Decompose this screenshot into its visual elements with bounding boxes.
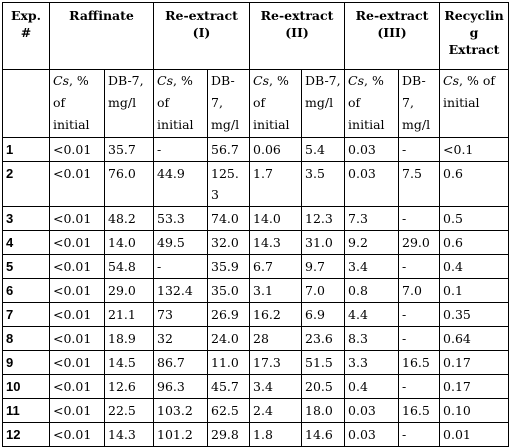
table-cell: <0.1 [440,138,509,162]
table-cell: 48.2 [105,207,154,231]
table-cell: <0.01 [50,207,105,231]
table-cell: 2.4 [250,399,302,423]
table-cell: 32 [154,327,208,351]
table-cell: 7.0 [399,279,440,303]
row-number-cell: 1 [3,138,50,162]
table-cell: 7.5 [399,162,440,207]
table-cell: 73 [154,303,208,327]
header-empty-cell [3,70,50,138]
table-cell: <0.01 [50,138,105,162]
table-cell: <0.01 [50,375,105,399]
table-cell: 0.5 [440,207,509,231]
table-cell: 0.03 [345,162,399,207]
table-cell: 96.3 [154,375,208,399]
table-cell: 62.5 [208,399,250,423]
header-re-extract-3: Re-extract (III) [345,3,440,70]
table-cell: 0.1 [440,279,509,303]
table-cell: 32.0 [208,231,250,255]
row-number-cell: 12 [3,423,50,447]
table-cell: 9.2 [345,231,399,255]
header-exp: Exp. # [3,3,50,70]
header-db7: DB-7, mg/l [399,70,440,138]
header-re-extract-2: Re-extract (II) [250,3,345,70]
table-cell: 20.5 [302,375,345,399]
table-cell: 14.0 [250,207,302,231]
table-row [3,375,509,399]
table-cell: 0.64 [440,327,509,351]
header-row-top [3,3,509,70]
header-recycling-extract: Recycling Extract [440,3,509,70]
table-cell: 0.03 [345,138,399,162]
table-cell: 35.9 [208,255,250,279]
table-cell: 103.2 [154,399,208,423]
table-cell: 76.0 [105,162,154,207]
header-re-extract-1: Re-extract (I) [154,3,250,70]
table-cell: 101.2 [154,423,208,447]
table-cell: 29.0 [105,279,154,303]
table-cell: 0.4 [345,375,399,399]
header-row-sub [3,70,509,138]
row-number-cell: 7 [3,303,50,327]
table-cell: 7.0 [302,279,345,303]
table-cell: 3.4 [250,375,302,399]
table-cell: 0.4 [440,255,509,279]
table-cell: - [399,423,440,447]
header-db7: DB-7, mg/l [208,70,250,138]
table-row [3,138,509,162]
table-cell: - [399,207,440,231]
table-cell: 29.0 [399,231,440,255]
table-row [3,399,509,423]
header-cs: Cs, % of initial [154,70,208,138]
table-cell: 44.9 [154,162,208,207]
header-cs: Cs, % of initial [345,70,399,138]
table-cell: <0.01 [50,351,105,375]
table-row [3,207,509,231]
table-cell: <0.01 [50,279,105,303]
table-cell: - [399,138,440,162]
table-cell: 16.5 [399,399,440,423]
table-cell: 0.8 [345,279,399,303]
table-row [3,303,509,327]
table-cell: 7.3 [345,207,399,231]
table-cell: 35.0 [208,279,250,303]
table-row [3,231,509,255]
table-cell: 31.0 [302,231,345,255]
table-cell: - [399,303,440,327]
table-cell: 0.06 [250,138,302,162]
table-cell: 54.8 [105,255,154,279]
table-cell: 6.9 [302,303,345,327]
row-number-cell: 8 [3,327,50,351]
table-row [3,423,509,447]
table-cell: 0.17 [440,375,509,399]
table-cell: 0.6 [440,231,509,255]
table-cell: 3.3 [345,351,399,375]
table-cell: <0.01 [50,303,105,327]
table-row [3,255,509,279]
row-number-cell: 6 [3,279,50,303]
table-cell: 49.5 [154,231,208,255]
row-number-cell: 9 [3,351,50,375]
row-number-cell: 10 [3,375,50,399]
table-cell: 3.4 [345,255,399,279]
table-cell: 29.8 [208,423,250,447]
row-number-cell: 3 [3,207,50,231]
table-cell: - [154,255,208,279]
table-cell: 12.6 [105,375,154,399]
table-cell: <0.01 [50,231,105,255]
row-number-cell: 5 [3,255,50,279]
table-cell: 9.7 [302,255,345,279]
table-cell: 3.1 [250,279,302,303]
table-cell: 125.3 [208,162,250,207]
header-cs: Cs, % of initial [440,70,509,138]
table-cell: 0.35 [440,303,509,327]
table-cell: 26.9 [208,303,250,327]
table-row [3,162,509,207]
table-cell: 53.3 [154,207,208,231]
table-cell: 24.0 [208,327,250,351]
table-cell: 0.6 [440,162,509,207]
table-cell: 1.7 [250,162,302,207]
header-cs: Cs, % of initial [250,70,302,138]
table-cell: <0.01 [50,162,105,207]
table-row [3,351,509,375]
table-cell: 0.03 [345,423,399,447]
table-cell: 4.4 [345,303,399,327]
table-cell: <0.01 [50,423,105,447]
table-cell: - [399,255,440,279]
table-cell: 22.5 [105,399,154,423]
table-cell: - [154,138,208,162]
row-number-cell: 11 [3,399,50,423]
table-cell: 11.0 [208,351,250,375]
table-cell: 14.3 [105,423,154,447]
table-cell: - [399,327,440,351]
table-cell: 12.3 [302,207,345,231]
table-cell: 18.9 [105,327,154,351]
table-cell: 0.01 [440,423,509,447]
table-cell: 45.7 [208,375,250,399]
table-cell: 14.0 [105,231,154,255]
table-row [3,327,509,351]
table-body [3,138,509,447]
table-cell: 0.03 [345,399,399,423]
table-cell: 21.1 [105,303,154,327]
table-cell: 51.5 [302,351,345,375]
table-cell: - [399,375,440,399]
table-cell: 28 [250,327,302,351]
header-raffinate: Raffinate [50,3,154,70]
table-cell: 56.7 [208,138,250,162]
table-cell: <0.01 [50,399,105,423]
table-row [3,279,509,303]
table-cell: 17.3 [250,351,302,375]
table-cell: 35.7 [105,138,154,162]
table-cell: 86.7 [154,351,208,375]
table-cell: 0.17 [440,351,509,375]
header-db7: DB-7, mg/l [302,70,345,138]
table-cell: 23.6 [302,327,345,351]
table-cell: 18.0 [302,399,345,423]
table-cell: 5.4 [302,138,345,162]
header-cs: Cs, % of initial [50,70,105,138]
table-cell: 16.2 [250,303,302,327]
table-cell: 74.0 [208,207,250,231]
table-cell: 14.3 [250,231,302,255]
table-cell: 8.3 [345,327,399,351]
table-cell: 14.5 [105,351,154,375]
table-cell: 6.7 [250,255,302,279]
header-db7: DB-7, mg/l [105,70,154,138]
table-cell: 14.6 [302,423,345,447]
row-number-cell: 4 [3,231,50,255]
table-cell: 132.4 [154,279,208,303]
table-cell: <0.01 [50,327,105,351]
table-cell: 0.10 [440,399,509,423]
table-cell: 3.5 [302,162,345,207]
row-number-cell: 2 [3,162,50,207]
table-cell: 1.8 [250,423,302,447]
results-table [2,2,509,447]
table-cell: <0.01 [50,255,105,279]
table-cell: 16.5 [399,351,440,375]
